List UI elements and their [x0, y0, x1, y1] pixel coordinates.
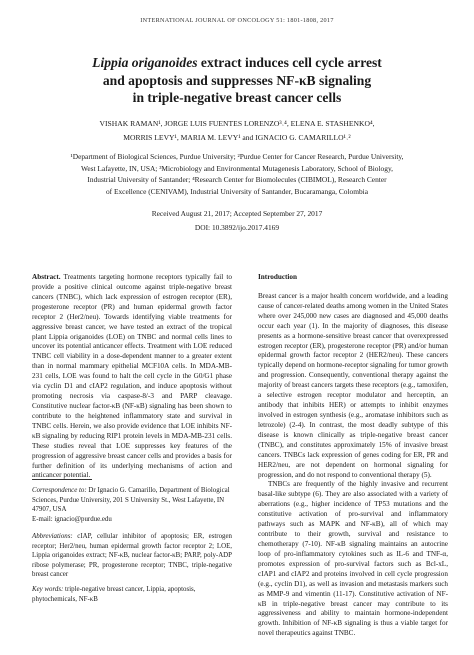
right-column: [258, 273, 448, 639]
correspondence-email: E-mail: ignacio@purdue.edu: [32, 515, 112, 523]
introduction-paragraph-1: Breast cancer is a major health concern worldwide, and a leading cause of cancer-related deaths among women in the United States where over 245,000 new cases are diagnosed and 45,000 deaths occur each year (1). In the majority of diagnoses, this disease presents as a hormone-sensitive breast cancer that overexpressed estrogen receptor (ER), progesterone receptor (PR) and/or human epidermal growth factor receptor 2 (HER2/neu). These cancers typically depend on hormone-receptor signaling for tumor growth and progression. Consequently, conventional therapy against the majority of breast cancers targets these receptors (e.g., tamoxifen, a selective estrogen receptor modulator and herceptin, an antibody that inhibits HER) or attempts to inhibit enzymes involved in estrogen synthesis (e.g., aromatase inhibitors such as letrozole) (2-4). In contrast, the most deadly subtype of this disease is known clinically as triple-negative breast cancer (TNBC), and constitutes approximately 15% of invasive breast cancers. TNBCs lack expression of genes coding for ER, PR and HER2/neu, are not dependent on hormonal signaling for progression, and do not respond to conventional therapy (5).: [258, 291, 448, 479]
title-line-1-rest: extract induces cell cycle arrest: [197, 55, 382, 70]
author-list: [40, 117, 434, 145]
title-line-2: and apoptosis and suppresses NF-κB signaling: [102, 72, 372, 88]
keywords-note: [32, 585, 232, 604]
authors-line-2: MORRIS LEVY¹, MARIA M. LEVY¹ and IGNACIO G. CAMARILLO¹˒²: [123, 133, 351, 142]
keywords-text: triple-negative breast cancer, Lippia, apoptosis, phytochemicals, NF-κB: [32, 586, 196, 603]
publication-dates: [40, 207, 434, 235]
article-title: [40, 54, 434, 107]
abstract-label: Abstract.: [32, 273, 61, 281]
running-head: INTERNATIONAL JOURNAL OF ONCOLOGY 51: 1801-1808, 2017: [140, 17, 334, 24]
affiliation-line: ¹Department of Biological Sciences, Purdue University; ²Purdue Center for Cancer Research, Purdue University,: [70, 152, 404, 161]
keywords-label: Key words:: [32, 586, 64, 593]
footnote-divider: [32, 479, 92, 480]
abbreviations-note: [32, 532, 232, 580]
correspondence-text: Dr Ignacio G. Camarillo, Department of Biological Sciences, Purdue University, 201 S University St., West Lafayette, IN 47907, USA: [32, 487, 230, 514]
affiliations: [30, 151, 444, 197]
doi: DOI: 10.3892/ijo.2017.4169: [194, 223, 280, 232]
introduction-paragraph-2: TNBCs are frequently of the highly invasive and recurrent basal-like subtype (6). They are also associated with a variety of aberrations (e.g., higher incidence of TP53 mutations and the constitutive activation of pro-survival and inflammatory pathways such as MAPK and NF-κB), all of which may contribute to their growth, survival and resistance to chemotherapy (7-10). NF-κB signaling maintains an autocrine loop of pro-inflammatory cytokines such as IL-6 and TNF-α, promotes expression of pro-survival factors such as Bcl-xL, cIAP1 and cIAP2 and proteins involved in cell cycle progression (e.g., cyclin D1), as well as invasion and metastasis markers such as MMP-9 and vimentin (11-17). Constitutive activation of NF-κB in triple-negative breast cancer may contribute to its aggressiveness and ability to maintain hormone-independent growth. Inhibition of NF-κB signaling is thus a viable target for novel therapeutics against TNBC.: [258, 480, 448, 638]
authors-line-1: VISHAK RAMAN¹, JORGE LUIS FUENTES LORENZO³˒⁴, ELENA E. STASHENKO⁴,: [99, 119, 375, 128]
abstract: [32, 273, 232, 481]
affiliation-line: Industrial University of Santander; ⁴Research Center for Biomolecules (CIBIMOL), Research Center: [87, 175, 387, 185]
title-line-3: in triple-negative breast cancer cells: [132, 90, 342, 105]
abbreviations-label: Abbreviations:: [32, 533, 73, 540]
affiliation-line: West Lafayette, IN, USA; ³Microbiology and Environmental Mutagenesis Laboratory, School of Biology,: [80, 163, 394, 173]
correspondence-note: [32, 486, 232, 524]
abstract-text: Treatments targeting hormone receptors typically fail to provide a positive clinical outcome against triple-negative breast cancers (TNBC), which lack expression of estrogen receptor (ER), progesterone receptor (PR) and human epidermal growth factor receptor 2 (Her2/neu). Towards identifying viable treatments for aggressive breast cancer, we have tested an extract of the tropical plant Lippia origanoides (LOE) on TNBC and normal cells lines to uncover its potential anticancer effects. Treatment with LOE reduced TNBC cell viability in a dose-dependent manner to a greater extent than in normal mammary epithelial MCF10A cells. In MDA-MB-231 cells, LOE was found to halt the cell cycle in the G0/G1 phase via cyclin D1 and cIAP2 regulation, and induce apoptosis without promoting necrosis via caspase-8/-3 and PARP cleavage. Constitutive nuclear factor-κB (NF-κB) signaling has been shown to contribute to the heightened inflammatory state and survival in TNBC cells. Herein, we also provide evidence that LOE inhibits NF-κB signaling by reducing RIP1 protein levels in MDA-MB-231 cells. These studies reveal that LOE suppresses key features of the progression of aggressive breast cancer cells and provides a basis for further definition of its underlying mechanisms of action and anticancer potential.: [32, 273, 232, 480]
correspondence-label: Correspondence to:: [32, 487, 87, 494]
left-column: [32, 273, 232, 481]
introduction-heading: Introduction: [258, 273, 298, 281]
received-accepted-dates: Received August 21, 2017; Accepted September 27, 2017: [151, 209, 323, 218]
title-species: Lippia origanoides: [92, 55, 198, 70]
abbreviations-text: cIAP, cellular inhibitor of apoptosis; ER, estrogen receptor; Her2/neu, human epidermal growth factor receptor 2; LOE, Lippia origanoides extract; NF-κB, nuclear factor-κB; PARP, poly-ADP ribose polymerase; PR, progesterone receptor; TNBC, triple-negative breast cancer: [32, 533, 232, 579]
title-line-1: [40, 54, 434, 72]
affiliation-line: of Excellence (CENIVAM), Industrial University of Santander, Bucaramanga, Colombia: [105, 186, 369, 196]
